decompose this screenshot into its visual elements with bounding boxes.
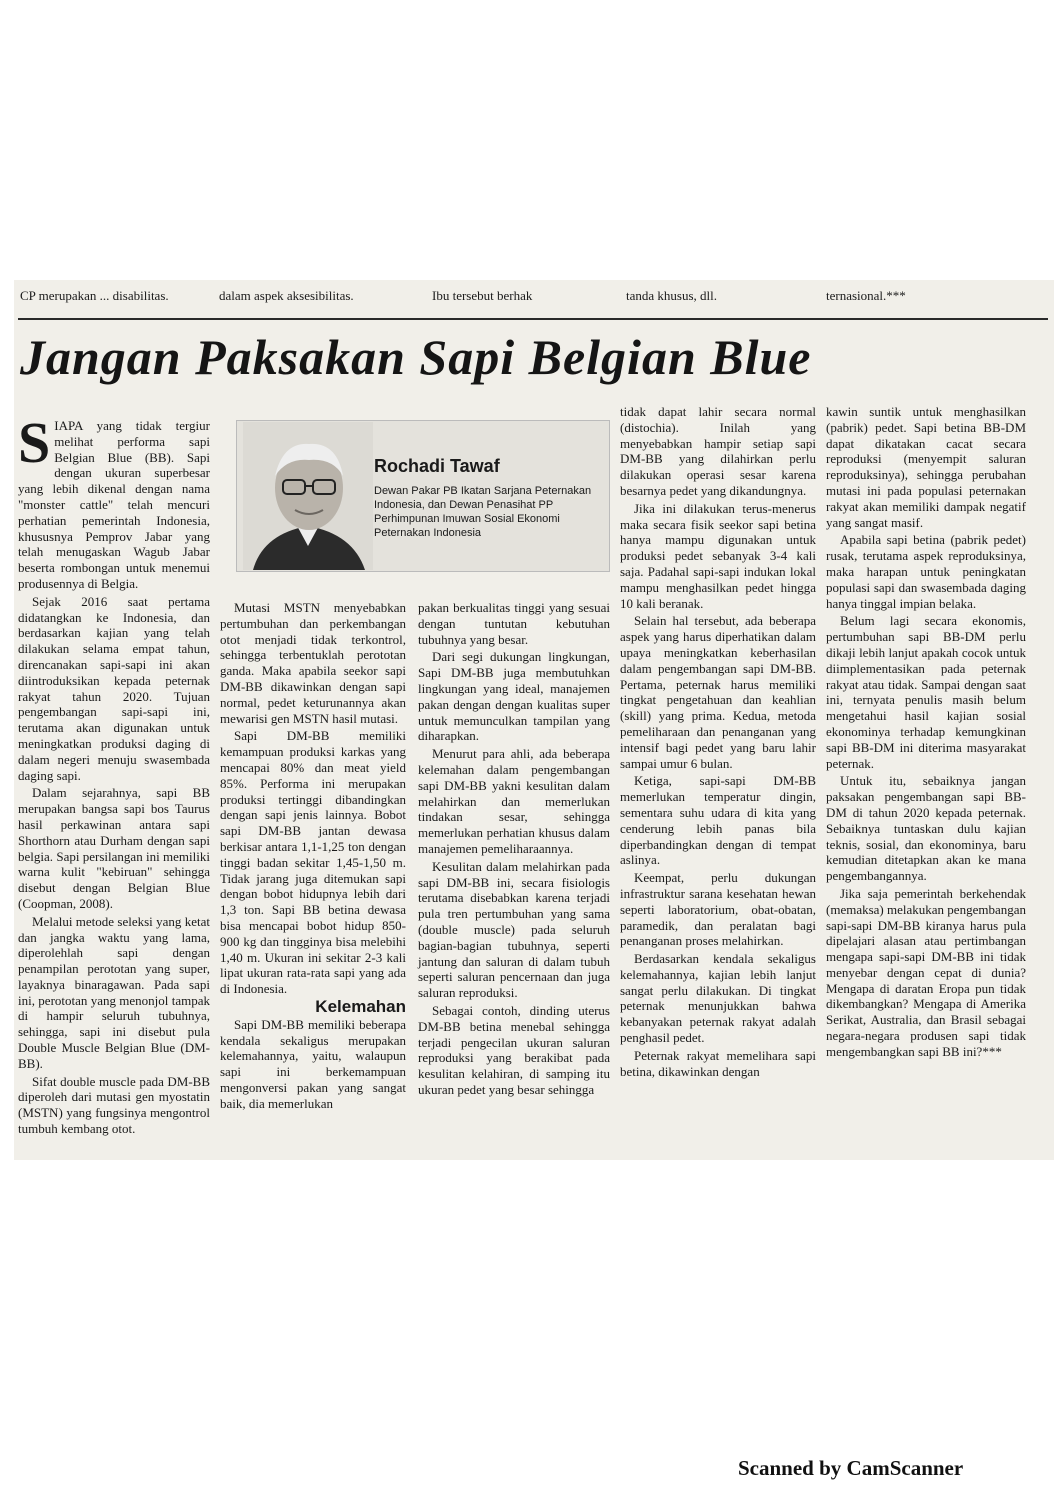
paragraph: Melalui metode seleksi yang ketat dan jangka waktu yang lama, diperolehlah sapi dengan penampilan perototan yang super, layaknya binaragawan. Pada sapi ini, perototan yang menonjol tampak di hampir seluruh tubuhnya, sehingga, sapi ini disebut pula Double Muscle Belgian Blue (DM-BB). [18, 913, 210, 1071]
paragraph: Keempat, perlu dukungan infrastruktur sarana kesehatan hewan seperti laboratorium, obat-obatan, paramedik, dan peralatan bagi penanganan proses melahirkan. [620, 870, 816, 949]
paragraph: Mutasi MSTN menyebabkan pertumbuhan dan perkembangan otot menjadi tidak terkontrol, sehingga terbentuklah perototan ganda. Maka apabila seekor sapi DM-BB dikawinkan dengan sapi normal, pedet keturunannya akan mewarisi gen MSTN hasil mutasi. [220, 600, 406, 726]
section-subhead: Kelemahan [315, 996, 406, 1016]
author-name: Rochadi Tawaf [374, 456, 500, 476]
article-column-3 [418, 600, 610, 1100]
article-column-5 [826, 404, 1026, 1062]
paragraph: Sapi DM-BB memiliki beberapa kendala sekaligus merupakan kelemahannya, yaitu, walaupun sapi ini berkemampuan mengonversi pakan yang sangat baik, dia memerlukan [220, 1016, 406, 1111]
paragraph: kawin suntik untuk menghasilkan (pabrik) pedet. Sapi betina BB-DM dapat dikatakan cacat secara reproduksi (menyempit saluran reproduksinya), sehingga perubahan mutasi ini pada populasi peternakan rakyat akan memiliki dampak negatif yang sangat masif. [826, 404, 1026, 530]
author-bio: Dewan Pakar PB Ikatan Sarjana Peternakan Indonesia, dan Dewan Penasihat PP Perhimpunan Imuwan Sosial Ekonomi Peternakan Indonesia [374, 485, 592, 539]
paragraph: Sebagai contoh, dinding uterus DM-BB betina menebal sehingga terjadi pengecilan ukuran saluran reproduksi yang berakibat pada kesulitan kelahiran, di samping itu ukuran pedet yang besar sehingga [418, 1002, 610, 1097]
paragraph: Sejak 2016 saat pertama didatangkan ke Indonesia, dan berdasarkan kajian yang telah dilakukan selama empat tahun, direncanakan sapi-sapi ini akan diintroduksikan kepada peternak rakyat tahun 2020. Tujuan pengembangan sapi-sapi ini, terutama akan digunakan untuk meningkatkan produksi daging di dalam negeri menuju swasembada daging sapi. [18, 593, 210, 783]
article-column-1 [18, 410, 210, 1139]
prev-article-col2: dalam aspek aksesibilitas. [219, 288, 354, 303]
paragraph: pakan berkualitas tinggi yang sesuai dengan tuntutan kebutuhan tubuhnya yang besar. [418, 600, 610, 647]
paragraph: Jika saja pemerintah berkehendak (memaksa) melakukan pengembangan sapi-sapi DM-BB kiranya harus pula dipelajari alasan atau pertimbangan mengapa sapi-sapi DM-BB ini tidak menyebar dengan cepat di dunia? Mengapa di daratan Eropa pun tidak dikembangkan? Mengapa di Amerika Serikat, Australia, dan Brasil sebagai negara-negara produsen sapi tidak mengembangkan sapi BB ini?*** [826, 885, 1026, 1059]
drop-cap: S [18, 410, 51, 475]
paragraph: Dari segi dukungan lingkungan, Sapi DM-BB juga membutuhkan lingkungan yang ideal, manajemen pakan dengan dengan kualitas super untuk memunculkan tampilan yang diharapkan. [418, 649, 610, 744]
paragraph: Kesulitan dalam melahirkan pada sapi DM-BB ini, secara fisiologis terutama disebabkan karena terjadi pula tren pertumbuhan yang sama (double muscle) pada seluruh bagian-bagian tubuhnya, seperti jantung dan saluran di dalam tubuh seperti saluran pencernaan dan juga saluran reproduksi. [418, 858, 610, 1001]
paragraph: Sapi DM-BB memiliki kemampuan produksi karkas yang mencapai 80% dan meat yield 85%. Performa ini merupakan produksi tertinggi dibandingkan dengan sapi jenis lainnya. Bobot sapi DM-BB jantan dewasa berkisar antara 1,1-1,25 ton dengan tinggi badan sekitar 1,45-1,50 m. Tidak jarang juga ditemukan sapi dengan bobot hidupnya lebih dari 1,3 ton. Sapi BB betina dewasa bisa mencapai bobot hidup 850-900 kg dan tingginya bisa melebihi 1,40 m. Ukuran ini sekitar 2-3 kali lipat ukuran rata-rata sapi yang ada di Indonesia. [220, 728, 406, 997]
prev-article-col1: CP merupakan ... disabilitas. [20, 288, 169, 303]
prev-article-col3: Ibu tersebut berhak [432, 288, 533, 303]
paragraph: Apabila sapi betina (pabrik pedet) rusak, terutama aspek reproduksinya, maka harapan untuk peningkatan populasi sapi dan swasembada daging hanya tinggal impian belaka. [826, 532, 1026, 611]
paragraph: Sifat double muscle pada DM-BB diperoleh dari mutasi gen myostatin (MSTN) yang fungsinya mengontrol tumbuh kembang otot. [18, 1073, 210, 1137]
divider-rule [18, 318, 1048, 320]
prev-article-col4: tanda khusus, dll. [626, 288, 717, 303]
paragraph: Jika ini dilakukan terus-menerus maka secara fisik seekor sapi betina hanya mampu digunakan untuk produksi pedet sebanyak 3-4 kali saja. Padahal sapi-sapi indukan lokal mampu menghasilkan pedet hingga 10 kali beranak. [620, 500, 816, 611]
article-column-4 [620, 404, 816, 1081]
paragraph: IAPA yang tidak tergiur melihat performa sapi Belgian Blue (BB). Sapi dengan ukuran superbesar yang lebih dikenal dengan nama "monster cattle" telah mencuri perhatian pemerintah Indonesia, khususnya Pemprov Jabar yang telah menugaskan Wagub Jabar beserta rombongan untuk menemui produsennya di Belgia. [18, 418, 210, 591]
author-photo [243, 422, 373, 570]
paragraph: Untuk itu, sebaiknya jangan paksakan pengembangan sapi BB-DM di tahun 2020 kepada peternak. Sebaiknya tuntaskan dulu kajian teknis, sosial, dan ekonominya, baru kemudian ditetapkan akan ke mana pengembangannya. [826, 773, 1026, 884]
article-column-2 [220, 600, 406, 1114]
paragraph: Menurut para ahli, ada beberapa kelemahan dalam pengembangan sapi DM-BB yakni kesulitan dalam melahirkan dan memerlukan tindakan sesar, sehingga memerlukan perhatian khusus dalam manajemen pemeliharaannya. [418, 746, 610, 856]
prev-article-col5: ternasional.*** [826, 288, 906, 303]
paragraph: Berdasarkan kendala sekaligus kelemahannya, kajian lebih lanjut sangat perlu dilakukan. Di tingkat peternak menunjukkan bahwa kebanyakan peternak rakyat adalah penghasil pedet. [620, 951, 816, 1046]
paragraph: Peternak rakyat memelihara sapi betina, dikawinkan dengan [620, 1047, 816, 1079]
paragraph: Belum lagi secara ekonomis, pertumbuhan sapi BB-DM perlu dikaji lebih lanjut apakah cocok untuk diimplementasikan pada peternak rakyat atau tidak. Sampai dengan saat ini, ternyata penulis masih belum mengetahui hasil kajian sosial ekonominya terhadap kemungkinan sapi BB-DM ini diterima masyarakat peternak. [826, 613, 1026, 771]
scanner-watermark: Scanned by CamScanner [738, 1456, 964, 1480]
newspaper-clipping [14, 280, 1054, 1160]
article-headline: Jangan Paksakan Sapi Belgian Blue [20, 329, 812, 385]
paragraph: Ketiga, sapi-sapi DM-BB memerlukan temperatur dingin, sementara suhu udara di kita yang cenderung lebih panas bila diperbandingkan dengan di tempat aslinya. [620, 773, 816, 868]
paragraph: tidak dapat lahir secara normal (distochia). Inilah yang menyebabkan hampir setiap sapi DM-BB yang dilahirkan perlu dilakukan operasi sesar karena besarnya pedet yang dikandungnya. [620, 404, 816, 498]
paragraph: Dalam sejarahnya, sapi BB merupakan bangsa sapi bos Taurus hasil perkawinan antara sapi Shorthorn atau Durham dengan sapi belgia. Sapi persilangan ini memiliki warna kulit "kebiruan" sehingga disebut dengan Belgian Blue (Coopman, 2008). [18, 785, 210, 911]
paragraph: Selain hal tersebut, ada beberapa aspek yang harus diperhatikan dalam upaya meningkatkan keberhasilan dalam pengembangan sapi DM-BB. Pertama, peternak harus memiliki tingkat pengetahuan dan keahlian (skill) yang prima. Kedua, metoda pemeliharaan dan penanganan yang intensif bagi pedet yang baru lahir sampai umur 6 bulan. [620, 613, 816, 771]
